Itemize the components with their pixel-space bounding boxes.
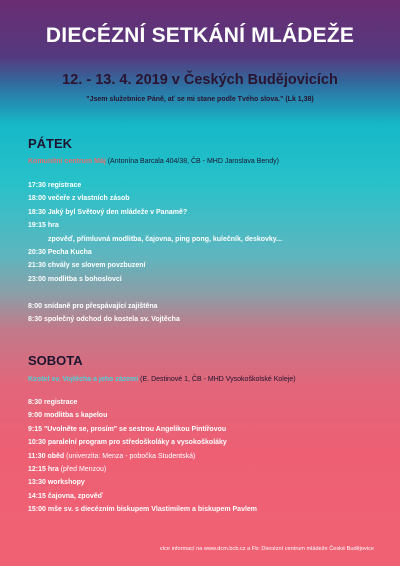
schedule-item: 8:30 registrace [28,399,78,406]
schedule-item: 14:15 čajovna, zpověď [28,492,103,500]
poster-title: DIECÉZNÍ SETKÁNÍ MLÁDEŽE [45,24,355,47]
schedule-spacer [28,286,282,299]
friday-heading: PÁTEK [28,136,73,151]
schedule-item: 18:00 večeře z vlastních zásob [28,195,130,203]
schedule-item: 18:30 Jaký byl Světový den mládeže v Panamě? [28,208,188,216]
saturday-venue [28,376,296,383]
schedule-item: 10:30 paralelní program pro středoškoláky a vysokoškoláky [28,439,227,447]
schedule-item: 23:00 modlitba s bohoslovcí [28,275,122,283]
schedule-item-game [28,463,257,476]
motto-quote: "Jsem služebnice Páně, ať se mi stane podle Tvého slova." (Lk 1,38) [86,96,314,103]
friday-venue-address: (Antonína Barcala 404/38, ČB - MHD Jaroslava Bendy) [105,158,279,165]
friday-schedule [28,179,282,326]
saturday-venue-name: Kostel sv. Vojtěcha a jeho zázemí [28,376,139,383]
footer-info: více informací na www.dcm.bcb.cz a Fb: Diecézní centrum mládeže České Budějovice [159,546,374,552]
saturday-heading: SOBOTA [28,353,83,368]
event-date: 12. - 13. 4. 2019 v Českých Budějovicích [62,72,338,88]
game-label: 12:15 hra [28,465,59,473]
saturday-venue-address: (E. Destinové 1, ČB - MHD Vysokoškolské Koleje) [138,376,296,383]
schedule-item: 8:30 společný odchod do kostela sv. Vojtěcha [28,315,180,323]
schedule-item: 9:15 "Uvolněte se, prosím" se sestrou Angelikou Pintířovou [28,425,227,433]
schedule-item: 15:00 mše sv. s diecézním biskupem Vlastimilem a biskupem Pavlem [28,506,258,514]
schedule-item: 19:15 hra [28,222,59,230]
schedule-item: 8:00 snídaně pro přespávající zajištěna [28,302,158,310]
saturday-schedule [28,396,257,517]
schedule-item: 21:30 chvály se slovem povzbuzení [28,262,146,270]
schedule-item: zpověď, přímluvná modlitba, čajovna, ping pong, kulečník, deskovky... [48,235,283,243]
game-note: (před Menzou) [58,465,107,473]
schedule-item: 9:00 modlitba s kapelou [28,412,108,420]
schedule-item: 17:30 registrace [28,182,82,189]
schedule-item: 20:30 Pecha Kucha [28,248,92,256]
lunch-note: (univerzita: Menza - pobočka Studentská) [64,452,196,460]
schedule-item: 13:30 workshopy [28,479,85,487]
lunch-label: 11:30 oběd [28,452,65,460]
schedule-item-lunch [28,450,257,463]
friday-venue [28,158,279,165]
friday-venue-name: Komunitní centrum Máj [28,158,106,165]
